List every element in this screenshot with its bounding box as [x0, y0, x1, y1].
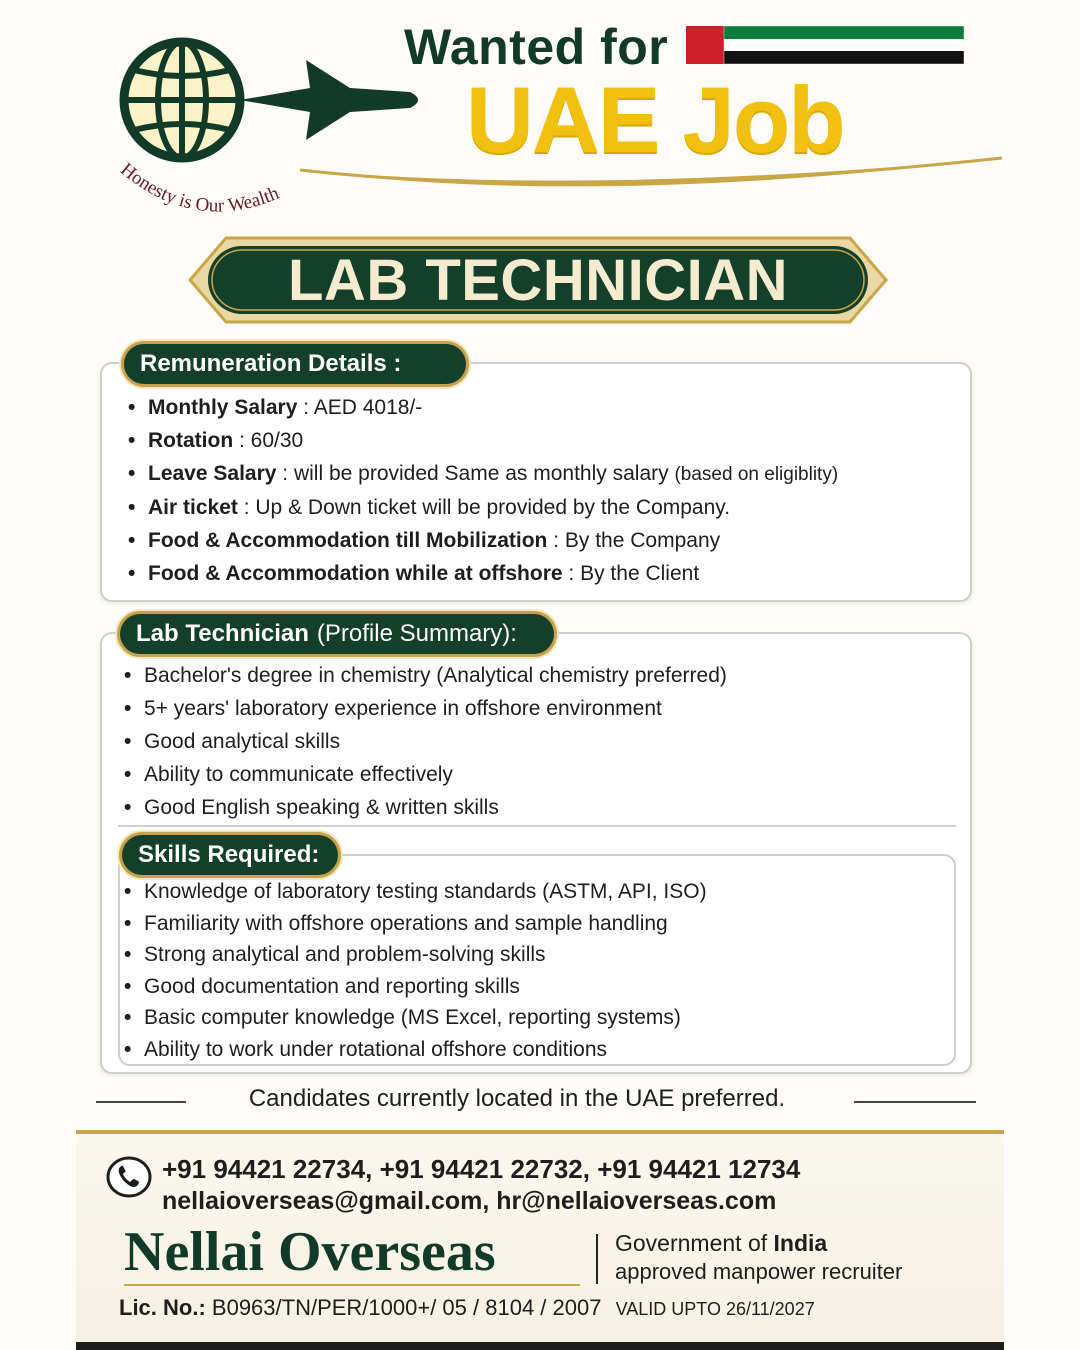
list-item: • Basic computer knowledge (MS Excel, reporting systems) — [124, 1002, 707, 1034]
brand-underline — [124, 1284, 580, 1286]
vertical-separator — [596, 1234, 598, 1284]
list-item: • Good documentation and reporting skills — [124, 971, 707, 1003]
tagline: Honesty is Our Wealth — [116, 160, 283, 217]
phone-numbers[interactable]: +91 94421 22734, +91 94421 22732, +91 94421 12734 — [162, 1154, 801, 1184]
gold-swoosh — [290, 150, 1010, 200]
list-item: • Good analytical skills — [124, 725, 727, 758]
list-item: • Leave Salary : will be provided Same as monthly salary (based on eligiblity) — [128, 457, 838, 491]
list-item: • Ability to communicate effectively — [124, 758, 727, 791]
list-item: • Strong analytical and problem-solving skills — [124, 939, 707, 971]
license-info: Lic. No.: B0963/TN/PER/1000+/ 05 / 8104 / 2007 VALID UPTO 26/11/2027 — [119, 1295, 815, 1320]
section-divider — [118, 825, 956, 827]
government-approval-line1: Government of India — [615, 1230, 828, 1256]
remuneration-heading: Remuneration Details : — [124, 344, 466, 384]
pref-line-right — [854, 1101, 976, 1103]
government-approval-line2: approved manpower recruiter — [615, 1259, 903, 1284]
phone-icon — [105, 1155, 153, 1199]
preference-note: Candidates currently located in the UAE preferred. — [248, 1085, 786, 1112]
remuneration-list — [128, 391, 838, 590]
job-title: LAB TECHNICIAN — [288, 247, 788, 313]
uae-flag-icon — [686, 26, 964, 64]
list-item: • Good English speaking & written skills — [124, 791, 727, 824]
profile-list — [124, 659, 727, 824]
profile-heading: Lab Technician (Profile Summary): — [120, 614, 554, 654]
list-item: • Ability to work under rotational offshore conditions — [124, 1034, 707, 1066]
list-item: • Rotation : 60/30 — [128, 424, 838, 457]
email-addresses[interactable]: nellaioverseas@gmail.com, hr@nellaioverseas.com — [162, 1187, 777, 1215]
list-item: • 5+ years' laboratory experience in offshore environment — [124, 692, 727, 725]
wanted-for-text: Wanted for — [404, 19, 669, 75]
svg-text:Honesty is Our Wealth — [116, 160, 282, 217]
list-item: • Air ticket : Up & Down ticket will be provided by the Company. — [128, 491, 838, 524]
list-item: • Monthly Salary : AED 4018/- — [128, 391, 838, 424]
globe-airplane-logo — [110, 30, 440, 170]
list-item: • Food & Accommodation till Mobilization : By the Company — [128, 524, 838, 557]
list-item: • Familiarity with offshore operations and sample handling — [124, 908, 707, 940]
company-name: Nellai Overseas — [124, 1221, 496, 1283]
skills-heading: Skills Required: — [122, 835, 338, 875]
bottom-rule — [76, 1342, 1004, 1350]
uae-job-headline: UAE Job — [466, 67, 844, 172]
list-item: • Bachelor's degree in chemistry (Analytical chemistry preferred) — [124, 659, 727, 692]
list-item: • Food & Accommodation while at offshore : By the Client — [128, 557, 838, 590]
skills-list — [124, 876, 707, 1065]
pref-line-left — [96, 1101, 186, 1103]
list-item: • Knowledge of laboratory testing standards (ASTM, API, ISO) — [124, 876, 707, 908]
